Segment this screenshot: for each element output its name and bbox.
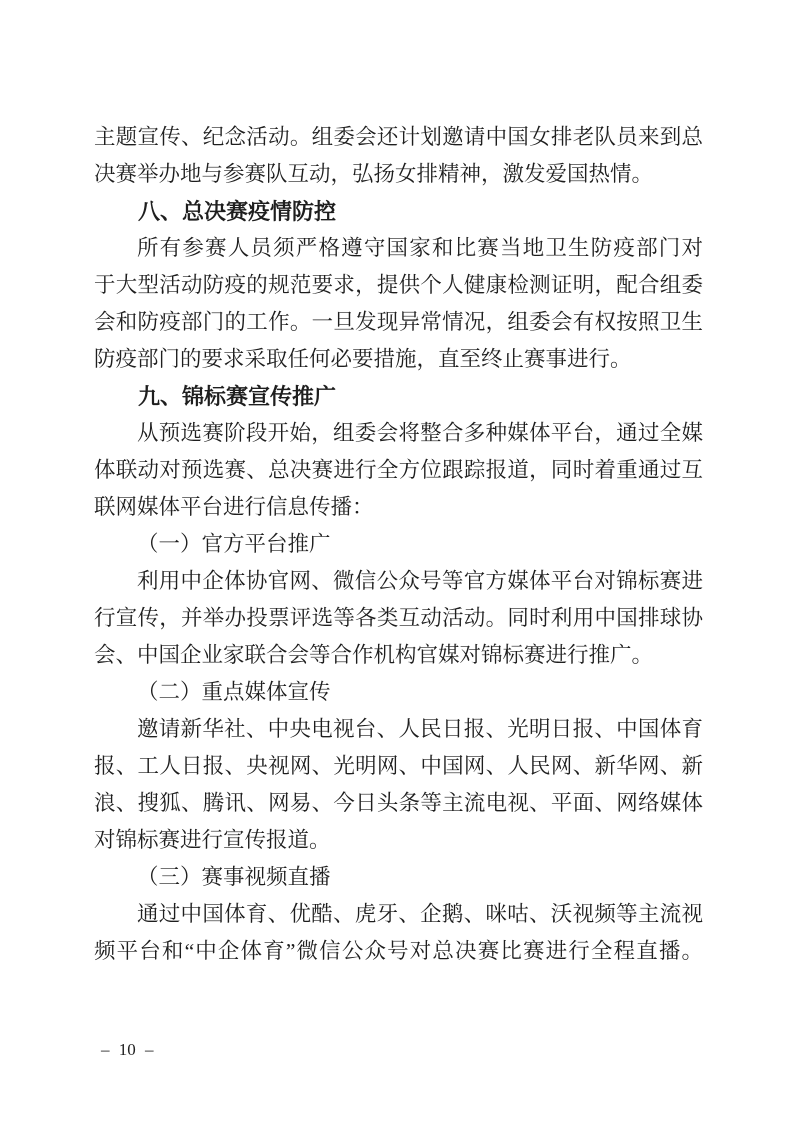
subheading-3: （三）赛事视频直播 xyxy=(137,865,331,889)
body-line: 对锦标赛进行宣传报道。 xyxy=(94,828,331,852)
footer-page-number: – 10 – xyxy=(101,1040,154,1059)
body-line: 邀请新华社、中央电视台、人民日报、光明日报、中国体育 xyxy=(137,717,703,741)
document-text-block xyxy=(94,119,703,970)
body-line: 频平台和“中企体育”微信公众号对总决赛比赛进行全程直播。 xyxy=(94,939,703,963)
body-line: 浪、搜狐、腾讯、网易、今日头条等主流电视、平面、网络媒体 xyxy=(94,791,703,815)
subheading-1: （一）官方平台推广 xyxy=(137,532,331,556)
body-line: 行宣传，并举办投票评选等各类互动活动。同时利用中国排球协 xyxy=(94,606,703,630)
body-line: 报、工人日报、央视网、光明网、中国网、人民网、新华网、新 xyxy=(94,754,703,778)
body-line: 所有参赛人员须严格遵守国家和比赛当地卫生防疫部门对 xyxy=(137,236,703,260)
body-line: 决赛举办地与参赛队互动，弘扬女排精神，激发爱国热情。 xyxy=(94,162,654,186)
body-line: 于大型活动防疫的规范要求，提供个人健康检测证明，配合组委 xyxy=(94,273,703,297)
heading-section-8: 八、总决赛疫情防控 xyxy=(138,199,337,224)
subheading-2: （二）重点媒体宣传 xyxy=(137,680,331,704)
body-line: 会、中国企业家联合会等合作机构官媒对锦标赛进行推广。 xyxy=(94,643,654,667)
body-line: 体联动对预选赛、总决赛进行全方位跟踪报道，同时着重通过互 xyxy=(94,458,703,482)
body-line: 防疫部门的要求采取任何必要措施，直至终止赛事进行。 xyxy=(94,347,632,371)
body-line: 利用中企体协官网、微信公众号等官方媒体平台对锦标赛进 xyxy=(137,569,703,593)
body-line: 从预选赛阶段开始，组委会将整合多种媒体平台，通过全媒 xyxy=(137,421,703,445)
body-line: 联网媒体平台进行信息传播： xyxy=(94,495,374,519)
body-line: 会和防疫部门的工作。一旦发现异常情况，组委会有权按照卫生 xyxy=(94,310,703,334)
body-line: 通过中国体育、优酷、虎牙、企鹅、咪咕、沃视频等主流视 xyxy=(137,902,703,926)
body-line: 主题宣传、纪念活动。组委会还计划邀请中国女排老队员来到总 xyxy=(94,125,703,149)
heading-section-9: 九、锦标赛宣传推广 xyxy=(138,384,337,409)
